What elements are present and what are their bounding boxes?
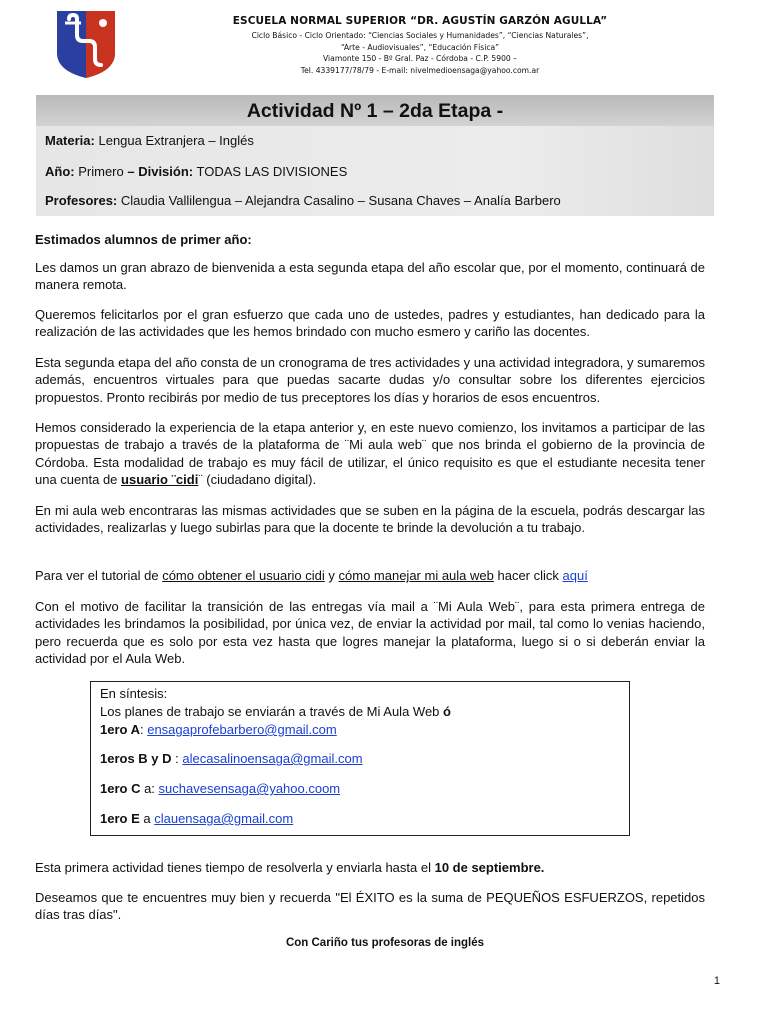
teachers-value: Claudia Vallilengua – Alejandra Casalino – Susana Chaves – Analía Barbero: [120, 193, 561, 208]
school-contact: Tel. 4339177/78/79 - E-mail: nivelmedioensaga@yahoo.com.ar: [300, 65, 540, 75]
summary-delivery: [100, 704, 451, 719]
greeting-text: Estimados alumnos de primer año:: [35, 232, 252, 247]
teachers-label: Profesores:: [45, 193, 118, 208]
email-link-1ero-e[interactable]: clauensaga@gmail.com: [154, 811, 294, 826]
platform-text: Hemos considerado la experiencia de la etapa anterior y, en este nuevo comienzo, los invitamos a participar de las propuestas de trabajo a través de la plataforma de ¨Mi aula web¨ que nos brinda el gobierno de la provincia de Córdoba. Esta modalidad de trabajo es muy fácil de utilizar, el único requisito es que el estudiante necesita tener una cuenta de: [35, 420, 705, 488]
school-cycles: Ciclo Básico - Ciclo Orientado: “Ciencias Sociales y Humanidades”, “Ciencias Naturales”,: [251, 31, 589, 40]
year-row: [45, 164, 347, 179]
separator: a: [139, 811, 155, 826]
cidi-user-term: usuario ¨cidi: [121, 472, 199, 488]
deadline-date: 10 de septiembre.: [434, 860, 545, 875]
email-link-1eros-b-d[interactable]: alecasalinoensaga@gmail.com: [182, 751, 363, 766]
paragraph-schedule: Esta segunda etapa del año consta de un cronograma de tres actividades y una actividad integradora, y sumaremos además, encuentros virtuales para que puedas sacarte dudas y/o consultar sobre los diferentes ejercicios propuestos. Pronto recibirás por medio de tus preceptores los días y horarios de esos encuentros.: [35, 355, 705, 405]
paragraph-welcome: Les damos un gran abrazo de bienvenida a esta segunda etapa del año escolar que, por el momento, continuará de manera remota.: [35, 260, 705, 293]
class-label: 1ero C: [100, 781, 141, 796]
paragraph-platform: [35, 419, 705, 489]
contact-1ero-a: [100, 722, 337, 737]
class-label: 1ero E: [100, 811, 140, 826]
school-address: Viamonte 150 - Bº Gral. Paz - Córdoba - C.P. 5900 –: [323, 54, 517, 63]
division-value: TODAS LAS DIVISIONES: [196, 164, 348, 179]
tutorial-text-and: y: [324, 568, 339, 583]
paragraph-motivation: Deseamos que te encuentres muy bien y recuerda "El ÉXITO es la suma de PEQUEÑOS ESFUERZOS, repetidos días tras días".: [35, 890, 705, 923]
tutorial-text-click: hacer click: [493, 568, 563, 583]
contact-1eros-b-d: [100, 751, 363, 766]
school-name: ESCUELA NORMAL SUPERIOR “DR. AGUSTÍN GARZÓN AGULLA”: [232, 15, 608, 27]
cidi-tutorial-link[interactable]: cómo obtener el usuario cidi: [162, 568, 325, 583]
activity-info: [36, 126, 714, 216]
class-label: 1ero A: [100, 722, 140, 737]
year-label: Año:: [45, 164, 75, 179]
page-number: 1: [713, 975, 720, 987]
school-orientations: “Arte - Audiovisuales”, “Educación Física”: [340, 42, 500, 52]
summary-heading: En síntesis:: [100, 686, 168, 701]
contact-1ero-e: [100, 811, 293, 826]
contact-1ero-c: [100, 781, 340, 796]
paragraph-deadline: [35, 859, 705, 876]
teachers-row: [45, 193, 561, 208]
school-logo: [55, 9, 117, 79]
paragraph-aula-web: En mi aula web encontraras las mismas actividades que se suben en la página de la escuela, podrás descargar las actividades, realizarlas y luego subirlas para que la docente te brinde la devolución a tu trabajo.: [35, 503, 705, 536]
subject-value: Lengua Extranjera – Inglés: [98, 133, 254, 148]
email-link-1ero-a[interactable]: ensagaprofebarbero@gmail.com: [147, 722, 337, 737]
greeting: [35, 231, 705, 248]
email-link-1ero-c[interactable]: suchavesensaga@yahoo.coom: [158, 781, 341, 796]
summary-box: [90, 681, 630, 836]
separator: :: [139, 722, 148, 737]
deadline-text: Esta primera actividad tienes tiempo de resolverla y enviarla hasta el: [35, 860, 435, 875]
summary-or: ó: [443, 704, 451, 719]
summary-delivery-text: Los planes de trabajo se enviarán a través de Mi Aula Web: [100, 704, 444, 719]
subject-row: [45, 133, 254, 148]
paragraph-tutorial: [35, 567, 705, 584]
division-label: – División:: [127, 164, 194, 179]
here-link[interactable]: aquí: [562, 568, 588, 583]
signature: Con Cariño tus profesoras de inglés: [285, 937, 485, 949]
activity-banner: [36, 95, 714, 216]
paragraph-transition: Con el motivo de facilitar la transición de las entregas vía mail a ¨Mi Aula Web¨, para esta primera entrega de actividades les brindamos la posibilidad, por única vez, de enviar la actividad por mail, tal como lo venias haciendo, pero recuerda que es solo por esta vez hasta que logres manejar la plataforma, luego si o si deberán enviar la actividad por el Aula Web.: [35, 599, 705, 667]
tutorial-text: Para ver el tutorial de: [35, 568, 163, 583]
activity-title: Actividad Nº 1 – 2da Etapa -: [36, 95, 714, 126]
aula-web-tutorial-link[interactable]: cómo manejar mi aula web: [338, 568, 494, 583]
platform-text-end: ¨ (ciudadano digital).: [198, 472, 317, 488]
logo-dot: [99, 19, 107, 27]
separator: a:: [140, 781, 159, 796]
subject-label: Materia:: [45, 133, 95, 148]
separator: :: [171, 751, 183, 766]
paragraph-thanks: Queremos felicitarlos por el gran esfuerzo que cada uno de ustedes, padres y estudiantes, han dedicado para la realización de las actividades que les hemos brindado con mucho esmero y cariño las docentes.: [35, 307, 705, 340]
class-label: 1eros B y D: [100, 751, 172, 766]
school-heading: [150, 15, 690, 76]
year-value: Primero: [78, 164, 124, 179]
